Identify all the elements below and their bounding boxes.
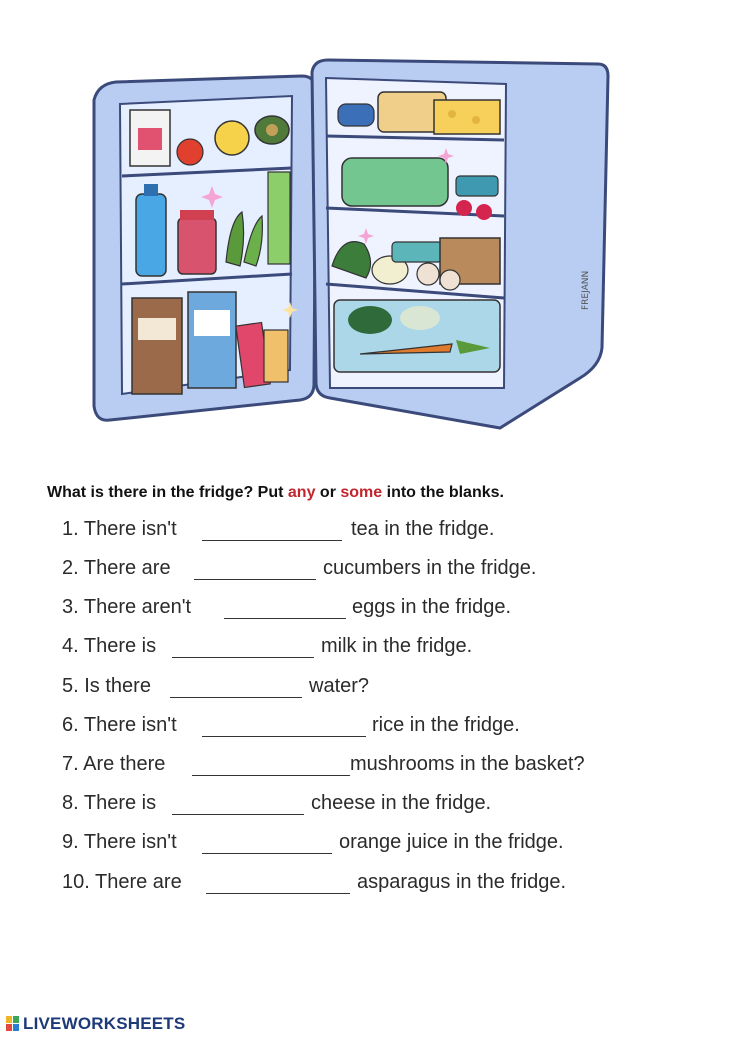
item-suffix: cucumbers in the fridge. [323, 557, 537, 579]
mushroom-icon [417, 263, 439, 285]
item-suffix: mushrooms in the basket? [350, 753, 585, 775]
open-fridge-illustration [80, 48, 620, 440]
answer-blank-2[interactable] [194, 579, 316, 580]
instruction-middle: or [315, 484, 341, 501]
item-prefix: 6. There isn't [62, 714, 177, 736]
answer-blank-9[interactable] [202, 853, 332, 854]
answer-blank-1[interactable] [202, 540, 342, 541]
jam-jar-icon [178, 218, 216, 274]
asparagus-icon [268, 172, 290, 264]
item-suffix: orange juice in the fridge. [339, 831, 564, 853]
cheese-icon [434, 100, 500, 134]
item-prefix: 7. Are there [62, 753, 166, 775]
chocolate-milk-icon [132, 298, 182, 394]
container-lid-icon [456, 176, 498, 196]
liveworksheets-logo[interactable] [6, 1014, 185, 1034]
instruction-before: What is there in the fridge? Put [47, 484, 288, 501]
liveworksheets-logo-icon [6, 1016, 20, 1032]
item-prefix: 10. There are [62, 871, 182, 893]
tomato-icon [177, 139, 203, 165]
keyword-some: some [340, 484, 383, 501]
answer-blank-8[interactable] [172, 814, 304, 815]
milk-carton-icon [188, 292, 236, 388]
instruction-after: into the blanks. [382, 484, 504, 501]
item-prefix: 8. There is [62, 792, 157, 814]
item-suffix: milk in the fridge. [321, 635, 473, 657]
item-suffix: asparagus in the fridge. [357, 871, 567, 893]
answer-blank-3[interactable] [224, 618, 346, 619]
liveworksheets-logo-text: LIVEWORKSHEETS [23, 1014, 186, 1033]
item-prefix: 1. There isn't [62, 518, 177, 540]
answer-blank-4[interactable] [172, 657, 314, 658]
item-suffix: tea in the fridge. [351, 518, 495, 540]
answer-blank-10[interactable] [206, 893, 350, 894]
illustrator-signature: FREJANN [581, 270, 591, 310]
item-suffix: rice in the fridge. [372, 714, 520, 736]
item-prefix: 2. There are [62, 557, 171, 579]
item-suffix: cheese in the fridge. [311, 792, 492, 814]
food-container-icon [342, 158, 448, 206]
item-prefix: 9. There isn't [62, 831, 177, 853]
item-prefix: 4. There is [62, 635, 157, 657]
item-prefix: 3. There aren't [62, 596, 192, 618]
container-teal-icon [392, 242, 442, 262]
answer-blank-5[interactable] [170, 697, 302, 698]
item-prefix: 5. Is there [62, 675, 151, 697]
keyword-any: any [287, 484, 316, 501]
item-suffix: eggs in the fridge. [352, 596, 511, 618]
answer-blank-6[interactable] [202, 736, 366, 737]
lemon-icon [215, 121, 249, 155]
item-suffix: water? [309, 675, 370, 697]
instruction-text [47, 484, 504, 502]
answer-blank-7[interactable] [192, 775, 350, 776]
canned-food-icon [338, 104, 374, 126]
water-bottle-icon [136, 194, 166, 276]
radish-icon [456, 200, 472, 216]
